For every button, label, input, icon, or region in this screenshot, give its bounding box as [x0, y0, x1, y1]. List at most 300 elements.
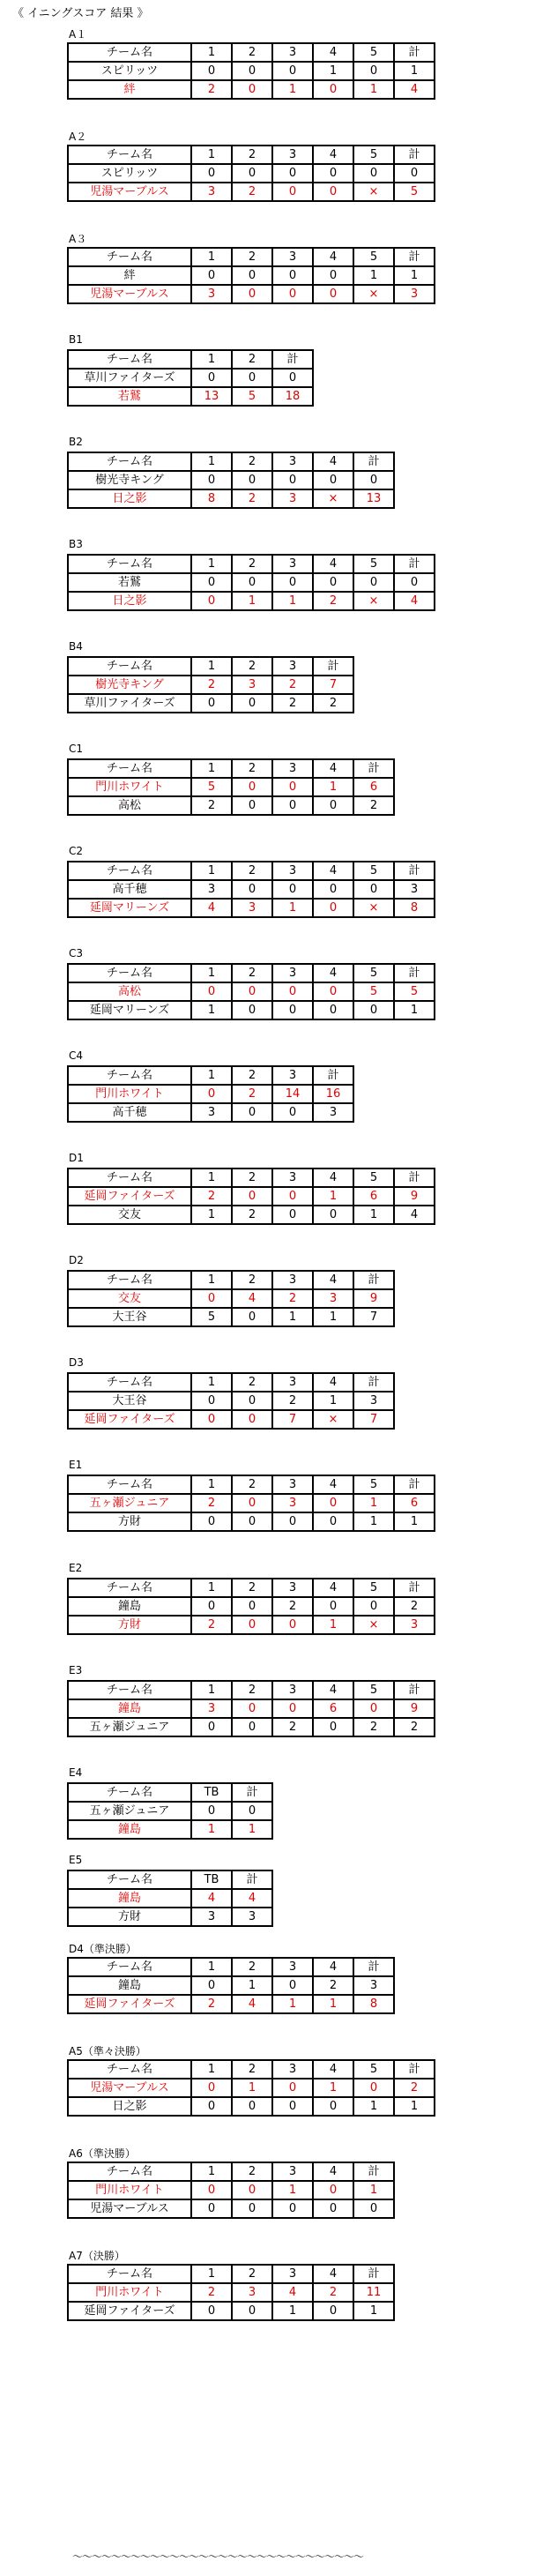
table-row: [68, 2302, 394, 2320]
score-table: [67, 247, 435, 304]
total-score: 8: [394, 899, 435, 917]
inning-header: 1: [191, 1958, 232, 1976]
inning-header: 計: [353, 452, 394, 471]
inning-score: 2: [191, 1187, 232, 1206]
inning-score: 2: [272, 1597, 313, 1616]
inning-score: 0: [272, 880, 313, 899]
inning-score: 2: [232, 489, 272, 508]
table-header-row: [68, 43, 435, 62]
inning-score: 0: [232, 2302, 272, 2320]
team-name-header: チーム名: [68, 759, 191, 778]
inning-score: 6: [353, 1187, 394, 1206]
score-table: [67, 1065, 354, 1123]
score-table: [67, 1957, 395, 2014]
inning-header: 4: [313, 248, 353, 266]
team-name: 樹光寺キング: [68, 471, 191, 489]
table-header-row: [68, 146, 435, 164]
inning-header: TB: [191, 1870, 232, 1889]
table-row: [68, 2283, 394, 2302]
inning-score: 0: [313, 1206, 353, 1224]
inning-score: 0: [191, 592, 232, 610]
section-label: D3: [69, 1356, 84, 1369]
inning-score: 1: [313, 1392, 353, 1410]
table-row: [68, 489, 394, 508]
table-row: [68, 1206, 435, 1224]
inning-score: 2: [232, 1206, 272, 1224]
inning-score: 2: [232, 1085, 272, 1103]
team-name-header: チーム名: [68, 1958, 191, 1976]
inning-score: 1: [313, 778, 353, 796]
score-table: [67, 963, 435, 1020]
inning-header: 5: [353, 2060, 394, 2079]
inning-header: 3: [272, 1475, 313, 1494]
score-table: [67, 42, 435, 100]
inning-score: 0: [353, 62, 394, 80]
inning-score: 0: [232, 1718, 272, 1736]
inning-header: 1: [191, 2060, 232, 2079]
team-name: 大王谷: [68, 1392, 191, 1410]
inning-score: 3: [191, 1103, 232, 1122]
team-name: スピリッツ: [68, 164, 191, 183]
score-table: [67, 1870, 273, 1927]
inning-score: 4: [272, 2283, 313, 2302]
inning-score: 0: [353, 1001, 394, 1019]
inning-score: 2: [191, 1616, 232, 1634]
total-score: 1: [232, 1820, 272, 1839]
inning-header: 計: [353, 2265, 394, 2283]
inning-score: 0: [272, 1206, 313, 1224]
inning-score: 0: [313, 2199, 353, 2218]
inning-header: 3: [272, 2162, 313, 2181]
team-name: 五ヶ瀬ジュニア: [68, 1718, 191, 1736]
team-name: 延岡ファイターズ: [68, 1410, 191, 1429]
inning-header: 4: [313, 862, 353, 880]
inning-score: 0: [232, 471, 272, 489]
inning-header: 計: [232, 1783, 272, 1802]
inning-score: 0: [353, 1699, 394, 1718]
table-header-row: [68, 1579, 435, 1597]
table-row: [68, 1187, 435, 1206]
inning-score: 0: [232, 62, 272, 80]
inning-header: 2: [232, 1271, 272, 1289]
inning-score: 0: [272, 183, 313, 201]
inning-score: 0: [272, 1976, 313, 1995]
score-table: [67, 452, 395, 509]
table-header-row: [68, 1066, 353, 1085]
inning-header: 3: [272, 452, 313, 471]
section-label: C1: [69, 743, 84, 755]
table-header-row: [68, 759, 394, 778]
team-name: 若鷲: [68, 387, 191, 406]
inning-header: 5: [353, 1475, 394, 1494]
inning-header: 4: [313, 43, 353, 62]
inning-score: 0: [191, 471, 232, 489]
total-score: 0: [394, 573, 435, 592]
inning-header: 1: [191, 2265, 232, 2283]
table-row: [68, 285, 435, 303]
inning-score: 3: [313, 1289, 353, 1308]
inning-score: 0: [313, 285, 353, 303]
table-row: [68, 694, 353, 713]
table-header-row: [68, 1169, 435, 1187]
inning-score: 0: [313, 2181, 353, 2199]
score-table: [67, 1270, 395, 1327]
inning-score: 14: [272, 1085, 313, 1103]
inning-header: 3: [272, 1681, 313, 1699]
table-header-row: [68, 1475, 435, 1494]
team-name: 鐘島: [68, 1597, 191, 1616]
team-name: 方財: [68, 1908, 191, 1926]
table-row: [68, 2199, 394, 2218]
score-table: [67, 349, 314, 407]
inning-score: 0: [313, 164, 353, 183]
inning-score: 2: [272, 694, 313, 713]
total-score: 4: [394, 1206, 435, 1224]
inning-score: 0: [353, 164, 394, 183]
inning-header: 3: [272, 1066, 313, 1085]
inning-header: 2: [232, 1681, 272, 1699]
inning-score: 0: [313, 1718, 353, 1736]
table-row: [68, 1103, 353, 1122]
inning-header: 3: [272, 146, 313, 164]
section-label: B1: [69, 333, 83, 346]
inning-score: 0: [313, 982, 353, 1001]
total-score: 18: [272, 387, 313, 406]
total-score: 9: [394, 1699, 435, 1718]
inning-header: 1: [191, 2162, 232, 2181]
inning-header: 計: [313, 657, 353, 676]
inning-header: 1: [191, 1579, 232, 1597]
table-row: [68, 778, 394, 796]
total-score: 0: [353, 471, 394, 489]
table-row: [68, 62, 435, 80]
inning-score: 0: [232, 1699, 272, 1718]
inning-score: 2: [191, 676, 232, 694]
inning-header: TB: [191, 1783, 232, 1802]
table-header-row: [68, 1870, 272, 1889]
team-name: 樹光寺キング: [68, 676, 191, 694]
inning-score: 0: [313, 880, 353, 899]
team-name-header: チーム名: [68, 1271, 191, 1289]
inning-score: 0: [232, 1103, 272, 1122]
inning-score: 0: [313, 80, 353, 99]
inning-header: 計: [353, 1271, 394, 1289]
inning-score: 0: [232, 573, 272, 592]
inning-score: 1: [313, 2079, 353, 2097]
table-row: [68, 1512, 435, 1531]
inning-header: 3: [272, 964, 313, 982]
total-score: 9: [394, 1187, 435, 1206]
inning-header: 4: [313, 1169, 353, 1187]
inning-score: 0: [232, 1494, 272, 1512]
inning-header: 計: [313, 1066, 353, 1085]
inning-score: ×: [353, 285, 394, 303]
inning-header: 2: [232, 2162, 272, 2181]
inning-score: 3: [191, 183, 232, 201]
page-title: 《 イニングスコア 結果 》: [12, 7, 149, 20]
inning-header: 1: [191, 555, 232, 573]
team-name-header: チーム名: [68, 1066, 191, 1085]
inning-score: 1: [272, 80, 313, 99]
inning-header: 2: [232, 1169, 272, 1187]
inning-score: 1: [191, 1206, 232, 1224]
team-name: 門川ホワイト: [68, 2181, 191, 2199]
inning-score: 0: [272, 164, 313, 183]
total-score: 6: [353, 778, 394, 796]
inning-header: 3: [272, 759, 313, 778]
team-name: 若鷲: [68, 573, 191, 592]
inning-score: 0: [232, 982, 272, 1001]
inning-score: 0: [232, 2199, 272, 2218]
inning-header: 3: [272, 43, 313, 62]
inning-header: 3: [272, 1958, 313, 1976]
score-table: [67, 2059, 435, 2117]
inning-header: 2: [232, 43, 272, 62]
inning-score: 0: [191, 982, 232, 1001]
total-score: 3: [394, 1616, 435, 1634]
section-label: A２: [69, 131, 87, 143]
inning-score: 0: [313, 1597, 353, 1616]
inning-score: 0: [232, 1187, 272, 1206]
table-row: [68, 899, 435, 917]
inning-score: 0: [313, 1001, 353, 1019]
inning-score: 3: [232, 899, 272, 917]
inning-header: 2: [232, 2265, 272, 2283]
total-score: 1: [353, 2302, 394, 2320]
inning-header: 3: [272, 862, 313, 880]
team-name: 大王谷: [68, 1308, 191, 1326]
inning-header: 1: [191, 452, 232, 471]
inning-score: 0: [313, 471, 353, 489]
team-name: 高千穂: [68, 1103, 191, 1122]
team-name-header: チーム名: [68, 1579, 191, 1597]
inning-score: 0: [232, 880, 272, 899]
inning-header: 2: [232, 657, 272, 676]
inning-score: ×: [353, 592, 394, 610]
inning-header: 1: [191, 1475, 232, 1494]
inning-score: 0: [272, 1001, 313, 1019]
team-name-header: チーム名: [68, 1373, 191, 1392]
team-name-header: チーム名: [68, 2060, 191, 2079]
inning-score: 0: [272, 266, 313, 285]
team-name-header: チーム名: [68, 350, 191, 369]
total-score: 0: [232, 1802, 272, 1820]
inning-score: 1: [353, 1494, 394, 1512]
table-row: [68, 676, 353, 694]
team-name: 児湯マーブルス: [68, 2079, 191, 2097]
team-name-header: チーム名: [68, 43, 191, 62]
inning-score: 2: [272, 1289, 313, 1308]
footer-line: 〜〜〜〜〜〜〜〜〜〜〜〜〜〜〜〜〜〜〜〜〜〜〜〜〜〜〜〜〜〜: [72, 2550, 364, 2563]
inning-header: 3: [272, 657, 313, 676]
table-header-row: [68, 248, 435, 266]
inning-score: 1: [313, 1616, 353, 1634]
inning-score: 0: [191, 1976, 232, 1995]
team-name: 児湯マーブルス: [68, 285, 191, 303]
table-header-row: [68, 1958, 394, 1976]
section-label: C4: [69, 1049, 84, 1062]
total-score: 3: [353, 1392, 394, 1410]
table-header-row: [68, 2265, 394, 2283]
inning-score: 0: [272, 1616, 313, 1634]
team-name: 交友: [68, 1206, 191, 1224]
inning-header: 計: [394, 146, 435, 164]
table-row: [68, 1410, 394, 1429]
inning-score: 0: [232, 694, 272, 713]
table-header-row: [68, 1681, 435, 1699]
total-score: 2: [394, 1597, 435, 1616]
inning-score: 0: [272, 982, 313, 1001]
team-name: 高千穂: [68, 880, 191, 899]
total-score: 9: [353, 1289, 394, 1308]
team-name: 五ヶ瀬ジュニア: [68, 1802, 191, 1820]
inning-header: 2: [232, 964, 272, 982]
inning-header: 4: [313, 1271, 353, 1289]
total-score: 11: [353, 2283, 394, 2302]
table-row: [68, 1976, 394, 1995]
inning-header: 4: [313, 1475, 353, 1494]
inning-header: 4: [313, 1373, 353, 1392]
inning-score: 0: [232, 778, 272, 796]
inning-score: 0: [191, 266, 232, 285]
inning-score: ×: [353, 1616, 394, 1634]
section-label: E2: [69, 1562, 83, 1574]
inning-score: 1: [191, 1820, 232, 1839]
table-row: [68, 80, 435, 99]
inning-header: 計: [394, 248, 435, 266]
inning-header: 2: [232, 1579, 272, 1597]
inning-score: 0: [191, 62, 232, 80]
inning-score: 0: [272, 2079, 313, 2097]
inning-score: 1: [313, 1187, 353, 1206]
section-label: E5: [69, 1854, 83, 1866]
inning-header: 3: [272, 1271, 313, 1289]
inning-header: 計: [353, 2162, 394, 2181]
table-header-row: [68, 2060, 435, 2079]
inning-header: 2: [232, 452, 272, 471]
score-table: [67, 1578, 435, 1635]
score-table: [67, 2162, 395, 2219]
section-label: E4: [69, 1766, 83, 1779]
inning-score: 3: [272, 489, 313, 508]
team-name-header: チーム名: [68, 452, 191, 471]
inning-header: 4: [313, 2162, 353, 2181]
inning-score: 0: [232, 1308, 272, 1326]
table-row: [68, 592, 435, 610]
inning-header: 2: [232, 759, 272, 778]
inning-header: 2: [232, 1373, 272, 1392]
inning-score: 2: [272, 1718, 313, 1736]
inning-score: 0: [272, 471, 313, 489]
inning-score: 0: [191, 1718, 232, 1736]
inning-header: 計: [394, 555, 435, 573]
inning-score: 0: [272, 1187, 313, 1206]
inning-score: 4: [232, 1289, 272, 1308]
inning-score: 0: [232, 1597, 272, 1616]
inning-score: 0: [313, 266, 353, 285]
table-row: [68, 2181, 394, 2199]
total-score: 3: [394, 880, 435, 899]
inning-score: 0: [232, 1616, 272, 1634]
inning-header: 4: [313, 759, 353, 778]
team-name-header: チーム名: [68, 146, 191, 164]
inning-header: 4: [313, 964, 353, 982]
inning-score: 0: [232, 1001, 272, 1019]
score-table: [67, 861, 435, 918]
total-score: 8: [353, 1995, 394, 2013]
table-row: [68, 2097, 435, 2116]
inning-header: 4: [313, 146, 353, 164]
table-row: [68, 369, 313, 387]
table-row: [68, 1908, 272, 1926]
inning-header: 1: [191, 1373, 232, 1392]
table-header-row: [68, 657, 353, 676]
team-name-header: チーム名: [68, 2162, 191, 2181]
inning-score: 2: [191, 796, 232, 815]
inning-header: 計: [394, 862, 435, 880]
inning-score: 2: [191, 1995, 232, 2013]
table-row: [68, 471, 394, 489]
inning-header: 1: [191, 1169, 232, 1187]
inning-score: 2: [191, 80, 232, 99]
inning-score: 2: [232, 183, 272, 201]
inning-score: 0: [232, 285, 272, 303]
total-score: 1: [394, 1512, 435, 1531]
team-name-header: チーム名: [68, 2265, 191, 2283]
inning-score: 0: [232, 1410, 272, 1429]
score-table: [67, 2264, 395, 2321]
inning-header: 計: [272, 350, 313, 369]
inning-header: 3: [272, 555, 313, 573]
team-name-header: チーム名: [68, 862, 191, 880]
table-row: [68, 1995, 394, 2013]
total-score: 1: [394, 1001, 435, 1019]
inning-header: 計: [394, 964, 435, 982]
inning-header: 4: [313, 452, 353, 471]
inning-score: 0: [353, 2079, 394, 2097]
inning-score: 1: [313, 1995, 353, 2013]
inning-score: 1: [232, 592, 272, 610]
inning-score: 2: [272, 1392, 313, 1410]
total-score: 2: [394, 2079, 435, 2097]
total-score: 1: [353, 2181, 394, 2199]
inning-header: 計: [394, 1169, 435, 1187]
team-name-header: チーム名: [68, 1783, 191, 1802]
inning-header: 計: [353, 1373, 394, 1392]
team-name: 高松: [68, 982, 191, 1001]
section-label: A３: [69, 233, 87, 245]
inning-score: 1: [272, 2302, 313, 2320]
table-row: [68, 266, 435, 285]
table-header-row: [68, 452, 394, 471]
inning-score: 1: [353, 1512, 394, 1531]
inning-header: 2: [232, 146, 272, 164]
inning-score: 1: [272, 1995, 313, 2013]
table-row: [68, 2079, 435, 2097]
inning-score: 2: [191, 2283, 232, 2302]
inning-score: 1: [313, 1308, 353, 1326]
score-table: [67, 1782, 273, 1840]
inning-score: 0: [313, 1512, 353, 1531]
inning-score: 5: [191, 1308, 232, 1326]
inning-score: 0: [191, 2079, 232, 2097]
inning-header: 1: [191, 248, 232, 266]
team-name: 鐘島: [68, 1699, 191, 1718]
inning-score: 0: [191, 573, 232, 592]
inning-header: 計: [353, 759, 394, 778]
inning-header: 4: [313, 1579, 353, 1597]
team-name: 日之影: [68, 592, 191, 610]
